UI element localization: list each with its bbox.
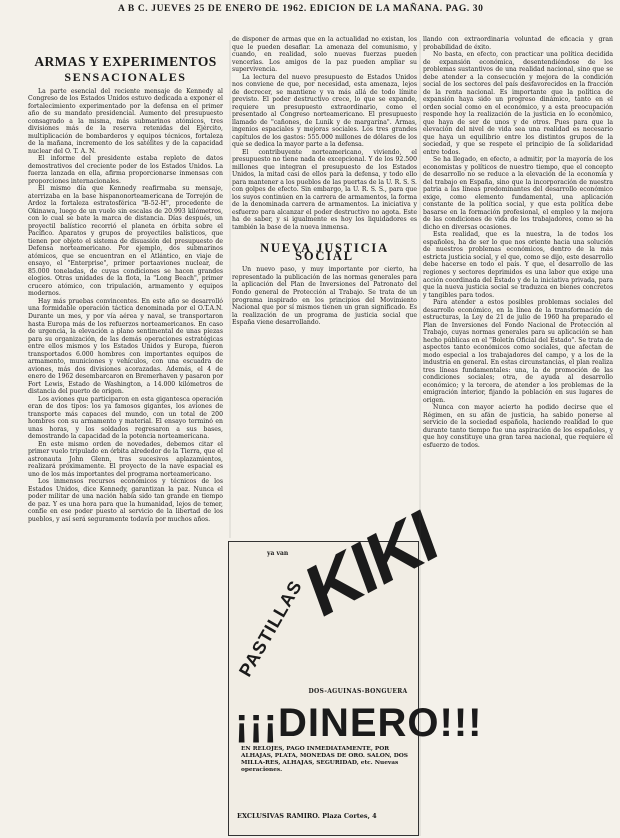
- article2-paragraph: La lectura del nuevo presupuesto de Estados Unidos nos conviene de que, por necesidad, esta amenaza, lejos de decrecer, se mantiene y va más allá de todo límite previsto. El poder destructivo crece, lo que se expande, requiere un presupuesto extraordinario, como el presentado al Congreso norteamericano. El presupuesto llamado de "cañones, de Lunik y de margarina". Armas, ingenios espaciales y mejoras sociales. Los tres grandes capítulos de los gastos: 555.000 millones de dólares de los que se dedica la mayor parte a la defensa.: [232, 73, 417, 149]
- ad-brand-logo: KIKI: [297, 494, 446, 635]
- article3-paragraph: Se ha llegado, en efecto, a admitir, por la mayoría de los economistas y políticos de nuestro tiempo, que el concepto de desarrollo no se reduce a la elevación de la economía y del trabajo en España, sino que la incorporación de nuestra patria a las líneas predominantes del desarrollo económico exige, como elemento fundamental, una aplicación constante de la política social, y que esta política debe basarse en la formación profesional, el empleo y la mejora de las condiciones de vida de los trabajadores, como se ha dicho en diversas ocasiones.: [423, 156, 613, 231]
- ad-body: EN RELOJES, PAGO INMEDIATAMENTE, POR ALHAJAS, PLATA, MONEDAS DE ORO. SALON, DOS MILLA-RES, ALHAJAS, SEGURIDAD, etc. Nuevas operaciones.: [241, 746, 408, 773]
- article1-title: ARMAS Y EXPERIMENTOS: [34, 54, 217, 69]
- article1-subtitle: SENSACIONALES: [64, 70, 187, 84]
- ad-headline: ¡¡¡DINERO!!!: [235, 701, 483, 745]
- ad-footer: EXCLUSIVAS RAMIRO. Plaza Cortes, 4: [237, 812, 377, 820]
- article1-paragraph: Los aviones que participaron en esta gigantesca operación eran de dos tipos: los ya famosos gigantes, los aviones de transporte más capaces del mundo, con un total de 200 hombres con su armamento y material. El ensayo terminó en unas horas, y los soldados regresaron a sus bases, demostrando la capacidad de la potencia norteamericana.: [28, 395, 223, 441]
- article3-paragraph: Nunca con mayor acierto ha podido decirse que el Régimen, en su afán de justicia, ha sabido ponerse al servicio de la sociedad española, haciendo realidad lo que durante tanto tiempo fue una aspiración de los españoles, y que hoy constituye una gran tarea nacional, que requiere el esfuerzo de todos.: [423, 404, 613, 449]
- ad-maker: DOS-AGUINAS-BONGUERA: [308, 688, 408, 695]
- article3-paragraph: Para atender a estos posibles problemas sociales del desarrollo económico, en la línea de la transformación de estructuras, la Ley de 21 de julio de 1960 ha preparado el Plan de Inversiones del Fondo Nacional de Protección al Trabajo, cuyas normas generales para su aplicación se han hecho públicas en el "Boletín Oficial del Estado". Se trata de aspectos tanto económicos como sociales, que afectan de modo especial a los trabajadores del campo, y a los de la industria en general. En estas circunstancias, el plan realiza tres líneas fundamentales: una, la de promoción de las condiciones sociales; otra, de ayuda al desarrollo económico; y la tercera, de atender a los problemas de la emigración interior, fijando la población en sus lugares de origen.: [423, 299, 613, 404]
- article2-paragraph: El contribuyente norteamericano, viviendo, el presupuesto no tiene nada de excepcional. Y de los 92.500 millones que integran el presupuesto de los Estados Unidos, la mitad casi de ellos para la defensa, y todo ello para mantener a los pueblos de las puertas de la U. R. S. S. con golpes de efecto. Sin embargo, la U. R. S. S., para que los suyos continúen en la carrera de armamentos, la forma de la denominada carrera de armamentos. La iniciativa y esfuerzo para alcanzar el poder destructivo no agota. Este ha de saber, y si igualmente es hoy los liquidadores es también la base de la nueva inmensa.: [232, 148, 417, 231]
- article1-paragraph: Los inmensos recursos económicos y técnicos de los Estados Unidos, dice Kennedy, garantizan la paz. Nunca el poder militar de una nación había sido tan grande en tiempo de paz. Y es una hora para que la humanidad, lejos de temer, confíe en ese poder puesto al servicio de la libertad de los pueblos, y así será seguramente todavía por muchos años.: [28, 478, 223, 523]
- ad-top-label: ya van: [267, 550, 289, 557]
- article3-paragraph: No basta, en efecto, con practicar una política decidida de expansión económica, desentendiéndose de los problemas sustantivos de una realidad nacional, sino que se debe atender a la consecución y mejora de la condición social de los sectores del país desfavorecidos en la fracción de la renta nacional. Es importante que la política de expansión haya sido un progreso dinámico, tanto en el orden social como en el económico, y a esta preocupación responde hoy la realización de la justicia en lo económico, que haya de ser de unos y de otros. Pues para que la elevación del nivel de vida sea una realidad es necesario que haya un equilibrio entre los distintos grupos de la sociedad, y que se respete el principio de la solidaridad entre todos.: [423, 51, 613, 156]
- column-left: [28, 36, 223, 836]
- article2-paragraph: de disponer de armas que en la actualidad no existan, los que le pueden desafiar. La amenaza del comunismo, y cuando, en realidad, solo nuevas fuerzas pueden vencerlas. Los amigos de la paz pueden ampliar su supervivencia.: [232, 36, 417, 74]
- article1-paragraph: Hay más pruebas convincentes. En este año se desarrolló una formidable operación táctica denominada por el O.T.A.N. Durante un mes, y por vía aérea y naval, se transportaron hasta Europa más de los refuerzos norteamericanos. En caso de urgencia, la elevación a plano sentimental de unas piezas para su organización, de las demás operaciones estratégicas entre ellos mismos y los Estados Unidos y Europa, fueron transportados 6.000 hombres con importantes equipos de armamento, municiones y vehículos, con una escuadra de aviones, más dos divisiones acorazadas. Además, el 4 de enero de 1962 desembarcaron en Bremerhaven y pasaron por Fort Lewis, Estado de Washington, a 14.000 kilómetros de distancia del puerto de origen.: [28, 297, 223, 396]
- article2-paragraph: Un nuevo paso, y muy importante por cierto, ha representado la publicación de las normas generales para la aplicación del Plan de Inversiones del Patronato del Fondo general de Protección al Trabajo. Se trata de un programa inspirado en los principios del Movimiento Nacional que por sí mismos tienen un gran significado. Es la realización de un programa de justicia social que España viene desarrollando.: [232, 266, 417, 327]
- page-header: A B C. JUEVES 25 DE ENERO DE 1962. EDICION DE LA MAÑANA. PAG. 30: [118, 4, 484, 14]
- article1-paragraph: La parte esencial del reciente mensaje de Kennedy al Congreso de los Estados Unidos estuvo dedicada a exponer el fortalecimiento experimentado por la defensa en el primer año de su mandato presidencial. Aumento del presupuesto consagrado a la misma, más submarinos atómicos, tres divisiones más de la reserva retenidas del Ejército, multiplicación de bombarderos y equipos técnicos, fortaleza de la mañana, incremento de los satélites y de la capacidad nuclear del O. T. A. N.: [28, 87, 223, 155]
- article2-title: NUEVA JUSTICIA SOCIAL: [260, 241, 389, 263]
- article3-paragraph: llando con extraordinaria voluntad de eficacia y gran probabilidad de éxito.: [423, 36, 613, 51]
- article3-paragraph: Esta realidad, que es la nuestra, la de todos los españoles, ha de ser lo que nos oriente hacia una solución de nuestros problemas económicos, dentro de la más estricta justicia social, y el que, como se dijo, este desarrollo debe hacerse en todo el país. Y que, el desarrollo de las regiones y sectores deprimidos es una labor que exige una acción coordinada del Estado y de la iniciativa privada, para que la nueva justicia social se traduzca en bienes concretos y tangibles para todos.: [423, 231, 613, 299]
- advertisement-box: [228, 494, 483, 836]
- article1-paragraph: El mismo día que Kennedy reafirmaba su mensaje, aterrizaba en la base hispanonorteamericana de Torrejón de Ardoz la fortaleza estratosférica "B-52-H", procedente de Okinawa, luego de un vuelo sin escalas de 20.993 kilómetros, con lo cual se bate la marca de distancia. Días después, un proyectil balístico recorrió el planeta en órbita sobre el Pacífico. Aparatos y grupos de proyectiles balísticos, que tienen por objeto el sistema de disuasión del presupuesto de Defensa norteamericano. Por ejemplo, dos submarinos atómicos, que se encuentran en el Atlántico, en viaje de ensayo, el "Enterprise", primer portaaviones nuclear, de 85.000 toneladas, de cuyas condiciones se hacen grandes elogios. Otras unidades de la flota, la "Long Beach", primer crucero atómico, con tripulación, armamento y equipos modernos.: [28, 185, 223, 298]
- article1-paragraph: El informe del presidente estaba repleto de datos demostrativos del creciente poder de los Estados Unidos. La fuerza lanzada en ella, afirma proporcionarse inmensas con proporciones internacionales.: [28, 155, 223, 185]
- column-middle: [232, 36, 417, 541]
- article1-paragraph: En este mismo orden de novedades, debemos citar el primer vuelo tripulado en órbita alrededor de la Tierra, que el astronauta John Glenn, tras sucesivos aplazamientos, realizará próximamente. El proyecto de la nave espacial es uno de los más importantes del programa norteamericano.: [28, 440, 223, 478]
- ad-brand-label: PASTILLAS: [235, 576, 307, 680]
